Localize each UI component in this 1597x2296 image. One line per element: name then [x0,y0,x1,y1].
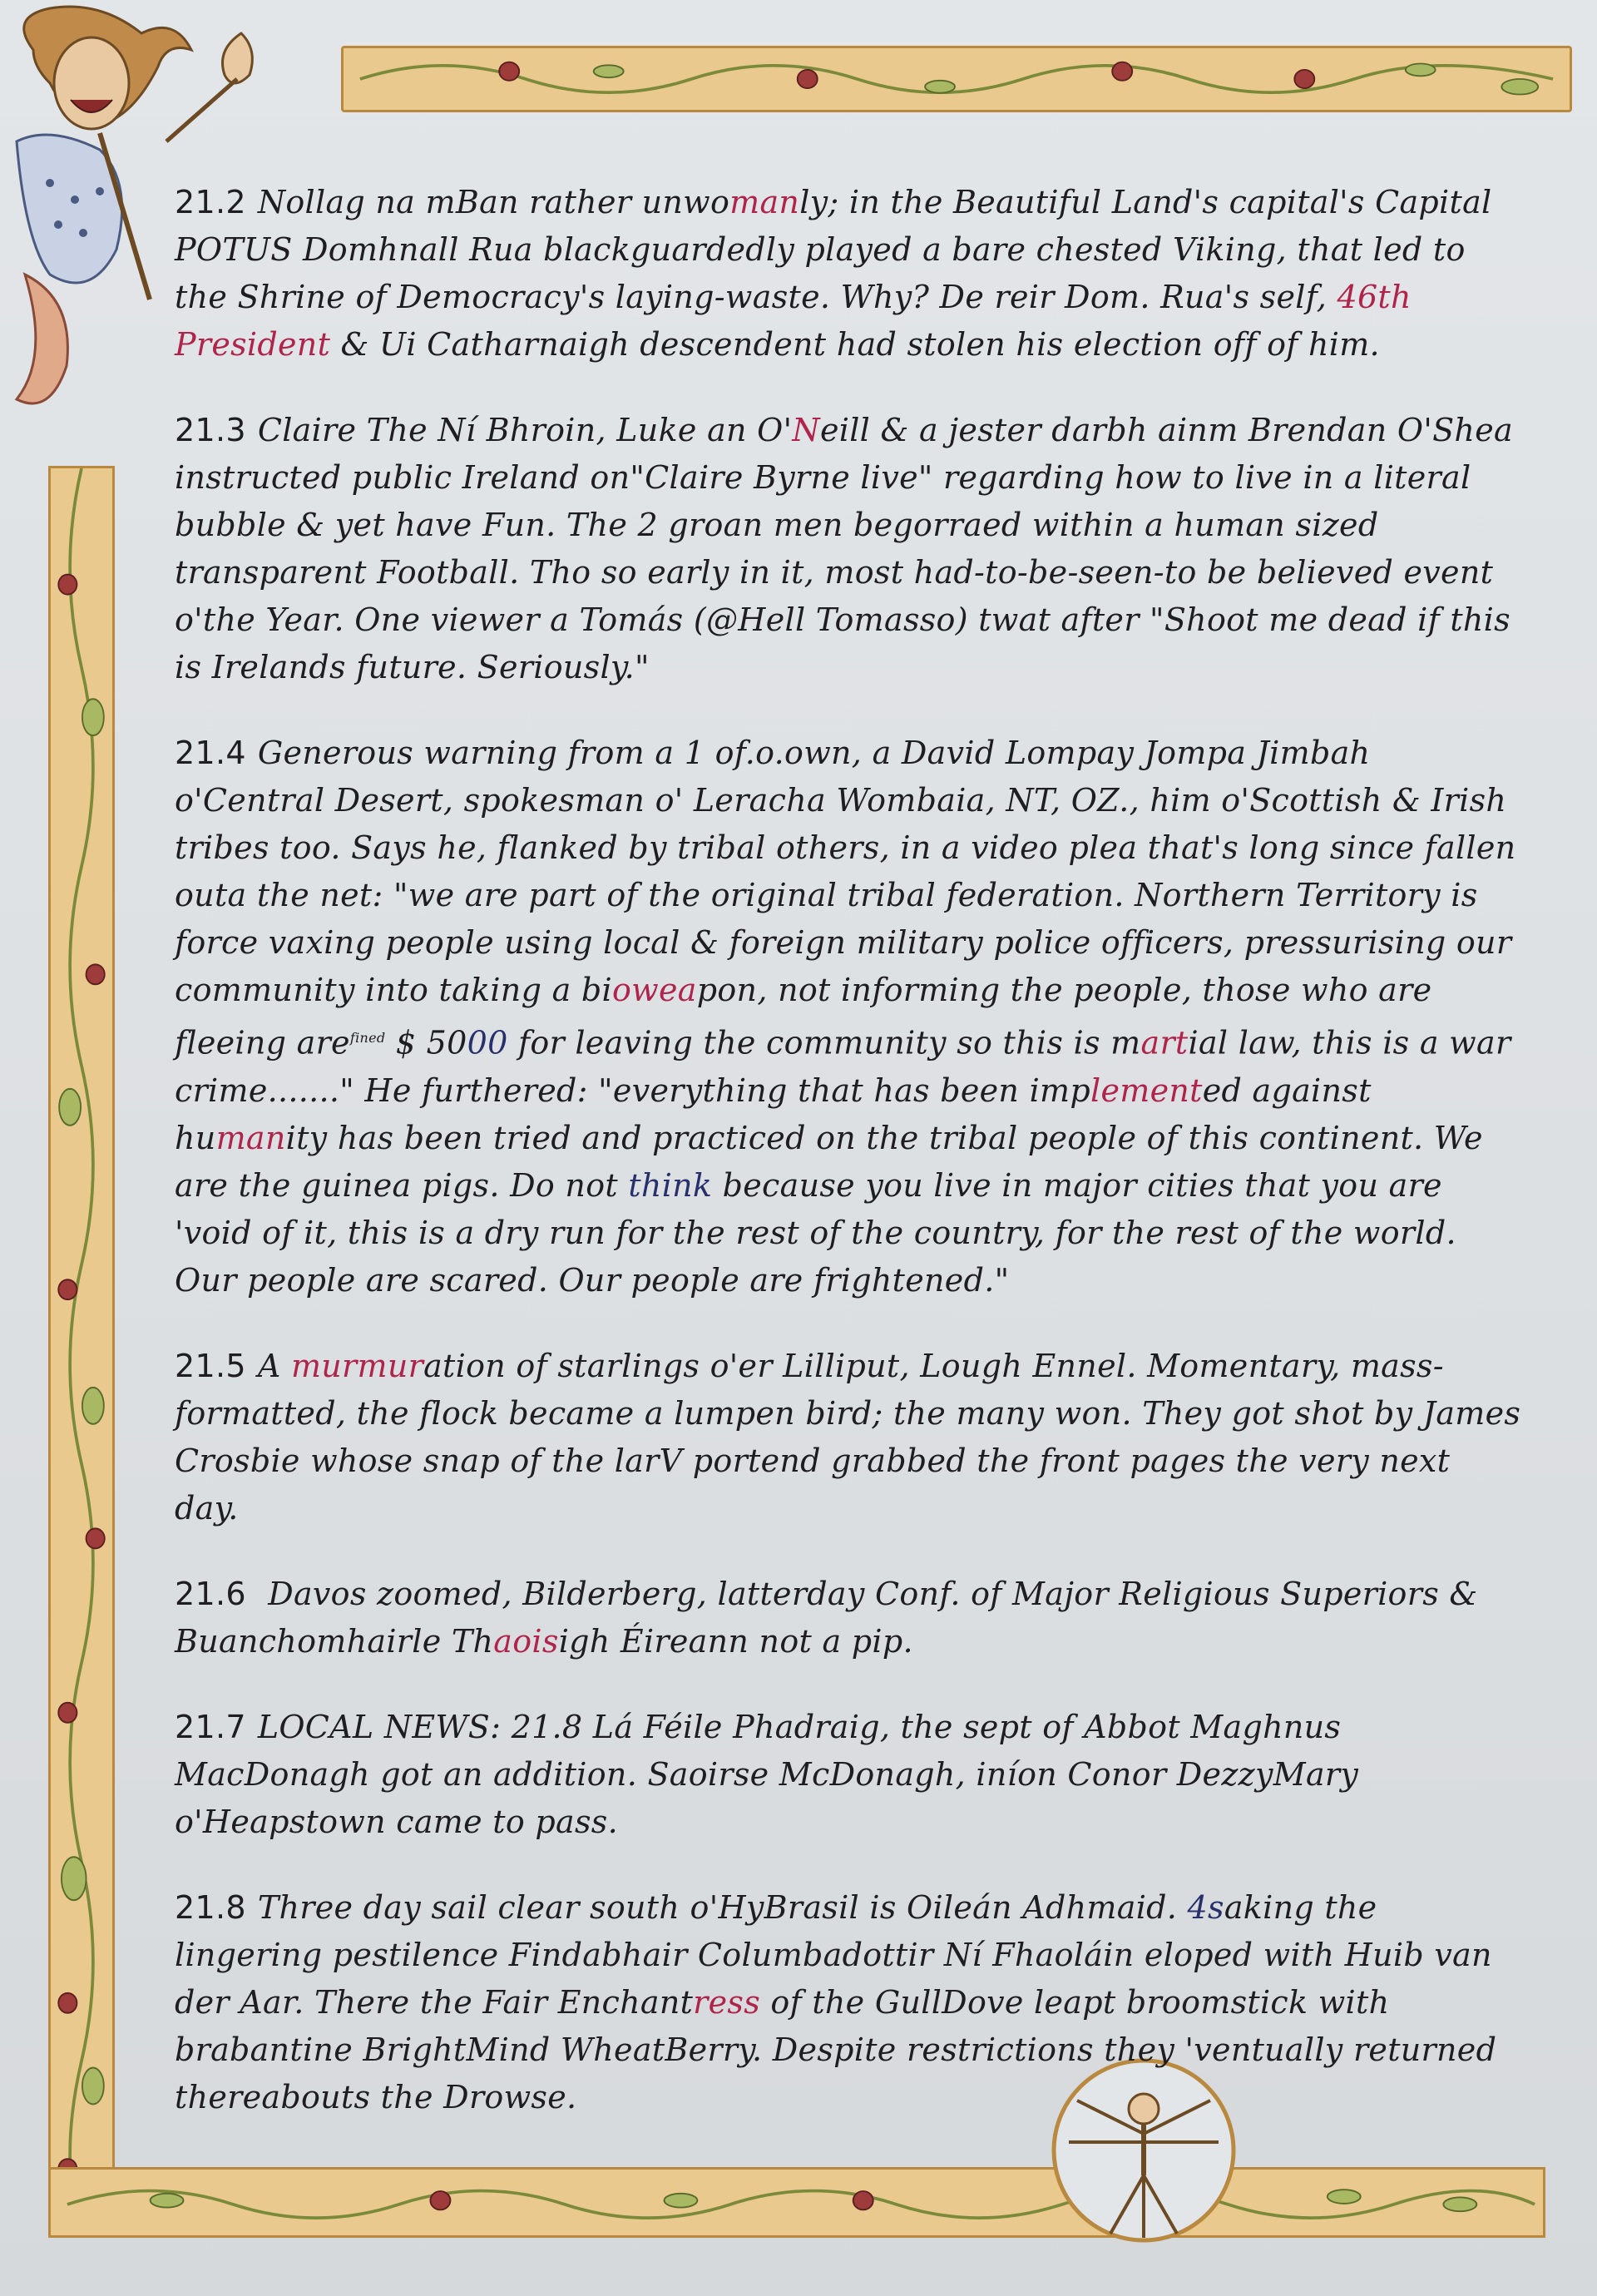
text-segment: ation of starlings o'er Lilliput, Lough Ennel. Momentary, mass-formatted, the flock became a lumpen bird; the many won. They got shot by James Crosbie whose snap of the larV portend grabbed the front pages the very next day. [175,1347,1521,1527]
entry-21-3 [175,407,1522,691]
text-segment: ly; in the Beautiful Land's capital's Capital POTUS Domhnall Rua blackguardedly played a bare chested Viking, that led to the Shrine of Democracy's laying-waste. Why? De reir Dom. Rua's self, [175,184,1492,315]
text-segment: Three day sail clear south o'HyBrasil is Oileán Adhmaid. [257,1888,1188,1926]
entry-21-4 [175,730,1522,1304]
text-segment: ial law, this is a war crime......." He furthered: "everything that has been imp [175,1024,1511,1109]
text-segment: 46th President [175,279,1412,363]
entry-text [175,1571,1522,1665]
text-segment: ress [693,1983,761,2021]
top-vine-border [341,46,1572,112]
entry-21-2 [175,179,1522,369]
text-segment: 4s [1187,1888,1224,1926]
text-segment: & Ui Catharnaigh descendent had stolen his election off of him. [330,326,1380,363]
entry-text [175,1343,1522,1532]
text-segment: aois [493,1622,559,1660]
text-segment: Claire The Ní Bhroin, Luke an O' [257,412,793,448]
text-segment: igh Éireann not a pip. [558,1622,913,1660]
text-segment: think [628,1166,713,1204]
text-segment: fined [349,1030,386,1046]
entry-text [175,730,1522,1304]
text-segment: N [792,412,820,448]
entry-21-8 [175,1884,1522,2121]
text-segment: A [257,1347,291,1384]
entry-number: 21.7 [175,1708,246,1745]
text-segment: of the GullDove leapt broomstick with brabantine BrightMind WheatBerry. Despite restrictions they 'ventually returned thereabouts the Drowse. [175,1983,1497,2115]
entry-number: 21.3 [175,412,246,448]
entry-number: 21.4 [175,735,246,771]
text-segment: aking the lingering pestilence Findabhair Columbadottir Ní Fhaoláin eloped with Huib van der Aar. There the Fair Enchant [175,1888,1492,2021]
text-segment: man [215,1119,286,1156]
entry-21-6 [175,1571,1522,1665]
entry-21-7 [175,1704,1522,1846]
text-segment: ed against hu [175,1071,1372,1156]
text-segment: man [729,184,800,220]
text-segment: murmur [290,1347,424,1384]
text-segment: lement [1090,1071,1203,1109]
entry-text [175,1884,1522,2121]
text-segment: Nollag na mBan rather unwo [257,184,730,220]
text-segment: owea [612,972,697,1008]
entry-text [175,1704,1522,1846]
text-segment: ity has been tried and practiced on the tribal people of this continent. We are the guinea pigs. Do not [175,1119,1483,1204]
entry-21-5 [175,1343,1522,1532]
text-segment: because you live in major cities that you are 'void of it, this is a dry run for the rest of the country, for the rest of the world. Our people are scared. Our people are frightened." [175,1166,1456,1299]
text-segment: eill & a jester darbh ainm Brendan O'Shea instructed public Ireland on"Claire Byrne live" regarding how to live in a literal bubble & yet have Fun. The 2 groan men begorraed within a human sized transparent Football. Tho so early in it, most had-to-be-seen-to be believed event o'the Year. One viewer a Tomás (@Hell Tomasso) twat after "Shoot me dead if this is Irelands future. Seriously." [175,412,1513,685]
entry-text [175,179,1522,369]
entry-text [175,407,1522,691]
entry-number: 21.8 [175,1888,246,1926]
text-segment: art [1140,1024,1189,1061]
bottom-vine-border [48,2167,1545,2238]
left-vine-border [48,466,115,2238]
text-segment: LOCAL NEWS: 21.8 Lá Féile Phadraig, the sept of Abbot Maghnus MacDonagh got an addition. Saoirse McDonagh, iníon Conor DezzyMary o'Heapstown came to pass. [175,1708,1359,1840]
text-segment: for leaving the community so this is m [507,1024,1141,1061]
manuscript-text [175,179,1522,2160]
text-segment: Davos zoomed, Bilderberg, latterday Conf. of Major Religious Superiors & Buanchomhairle Th [175,1575,1478,1660]
text-segment: 00 [467,1024,508,1061]
entry-number: 21.5 [175,1347,246,1384]
text-segment: $ 50 [385,1024,467,1061]
text-segment: pon, not informing the people, those who are fleeing are [175,972,1432,1061]
entry-number: 21.2 [175,184,246,220]
entry-number: 21.6 [175,1575,246,1612]
text-segment: Generous warning from a 1 of.o.own, a David Lompay Jompa Jimbah o'Central Desert, spokesman o' Leracha Wombaia, NT, OZ., him o'Scottish & Irish tribes too. Says he, flanked by tribal others, in a video plea that's long since fallen outa the net: "we are part of the original tribal federation. Northern Territory is force vaxing people using local & foreign military police officers, pressurising our community into taking a bi [175,735,1516,1008]
